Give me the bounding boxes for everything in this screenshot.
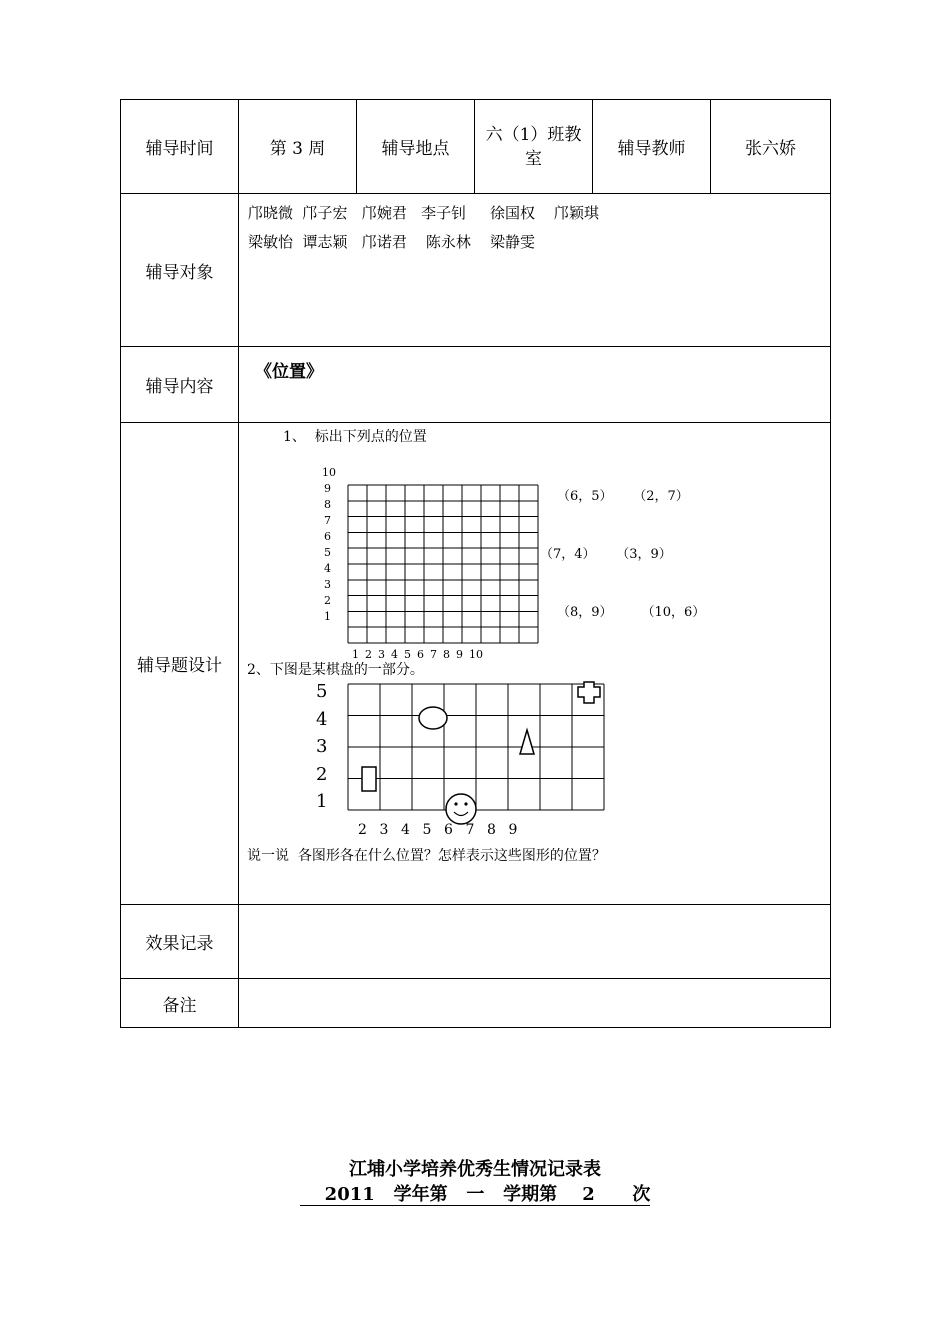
grid1-y-label: 9 <box>324 482 331 495</box>
target-row <box>121 194 831 347</box>
place-value-line1: 六（1）班教 <box>485 124 582 145</box>
footer-title: 江埔小学培养优秀生情况记录表 <box>349 1159 601 1180</box>
effect-label: 效果记录 <box>121 905 239 979</box>
teacher-value: 张六娇 <box>711 100 831 194</box>
grid1-x-label: 9 <box>456 648 463 661</box>
grid1-x-label: 3 <box>378 648 385 661</box>
grid2-y-label: 3 <box>316 736 328 757</box>
grid1-y-label: 7 <box>324 514 331 527</box>
grid2-x-label: 7 <box>465 822 475 838</box>
design-label: 辅导题设计 <box>121 423 239 905</box>
grid2-y-label: 1 <box>316 791 328 812</box>
grid1-x-label: 5 <box>404 648 411 661</box>
grid1-x-label: 8 <box>443 648 450 661</box>
grid2-x-label: 5 <box>422 822 432 838</box>
time-label: 辅导时间 <box>121 100 239 194</box>
grid1-y-label: 5 <box>324 546 331 559</box>
grid2-y-label: 2 <box>316 763 328 785</box>
coordinate-grid-1 <box>340 480 550 650</box>
student-line-2: 梁敏怡 谭志颖 邝诺君 陈永林 梁静雯 <box>248 233 535 251</box>
header-row <box>121 100 831 194</box>
grid2-y-label: 4 <box>316 708 328 730</box>
grid1-x-label: 10 <box>469 648 483 661</box>
grid2-x-label: 2 <box>358 822 367 838</box>
chessboard-grid <box>340 678 610 838</box>
grid1-x-label: 1 <box>352 648 359 661</box>
grid1-y-label: 1 <box>324 610 331 623</box>
grid1-y-label: 6 <box>324 530 331 543</box>
student-line-1: 邝晓微 邝子宏 邝婉君 李子钊 徐国权 邝颖琪 <box>248 204 600 222</box>
content-topic: 《位置》 <box>255 362 323 382</box>
grid1-y-label: 3 <box>324 578 331 591</box>
grid1-x-label: 2 <box>365 648 372 661</box>
question-2: 2、下图是某棋盘的一部分。 <box>247 662 424 678</box>
target-value <box>239 194 831 347</box>
question-text: 说一说 各图形各在什么位置？怎样表示这些图形的位置？ <box>247 848 606 864</box>
remark-label: 备注 <box>121 979 239 1028</box>
remark-row <box>121 979 831 1028</box>
grid2-x-label: 6 <box>444 822 453 838</box>
grid2-x-label: 3 <box>379 822 389 838</box>
time-value: 第 3 周 <box>239 100 357 194</box>
grid2-x-label: 9 <box>508 822 518 838</box>
grid1-y-label: 10 <box>322 466 336 479</box>
cross-shape <box>578 682 600 703</box>
footer-subtitle: 2011 学年第 一 学期第 2 次 <box>299 1184 651 1205</box>
content-row <box>121 347 831 423</box>
triangle-shape <box>520 730 534 754</box>
place-value <box>475 100 593 194</box>
rectangle-shape <box>362 767 376 791</box>
target-label: 辅导对象 <box>121 194 239 347</box>
grid1-x-label: 6 <box>417 648 424 661</box>
grid2-x-label: 4 <box>401 822 410 838</box>
content-label: 辅导内容 <box>121 347 239 423</box>
grid2-x-label: 8 <box>487 822 496 838</box>
effect-value <box>239 905 831 979</box>
points-row-2: （7，4） （3，9） <box>540 547 672 562</box>
grid1-x-label: 7 <box>430 648 437 661</box>
question-1: 1、 标出下列点的位置 <box>283 429 427 445</box>
grid1-x-label: 4 <box>391 648 398 661</box>
place-label: 辅导地点 <box>357 100 475 194</box>
ellipse-shape <box>419 707 447 729</box>
place-value-line2: 室 <box>525 148 542 169</box>
remark-value <box>239 979 831 1028</box>
grid2-y-label: 5 <box>316 681 328 702</box>
grid1-y-label: 8 <box>324 498 331 511</box>
points-row-1: （6，5） （2，7） <box>557 489 689 504</box>
smiley-face-icon <box>446 794 476 824</box>
grid1-y-label: 2 <box>324 594 331 607</box>
grid1-y-label: 4 <box>324 562 331 575</box>
effect-row <box>121 905 831 979</box>
content-cell <box>239 347 831 423</box>
points-row-3: （8，9） （10，6） <box>557 605 706 620</box>
teacher-label: 辅导教师 <box>593 100 711 194</box>
